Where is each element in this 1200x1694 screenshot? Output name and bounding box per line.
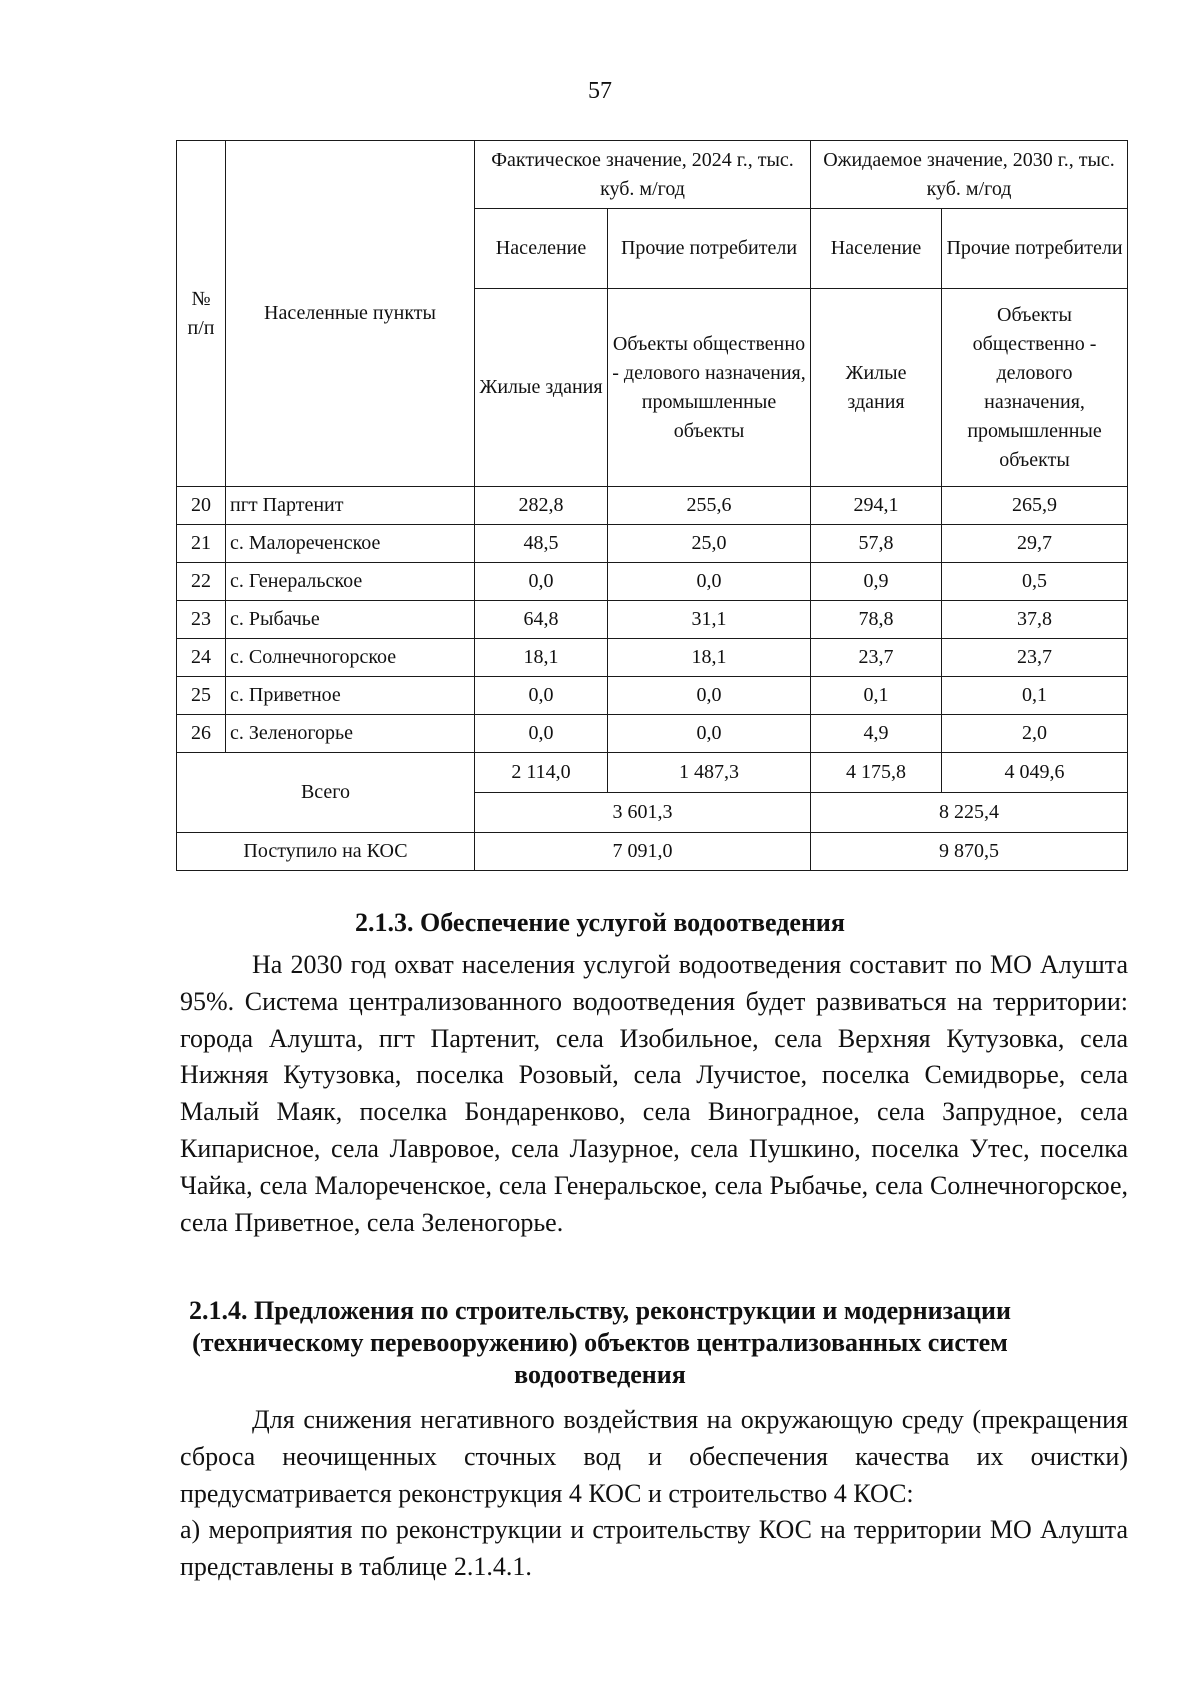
row-actual-other: 18,1 [608, 639, 811, 677]
section-heading-2-1-3: 2.1.3. Обеспечение услугой водоотведения [355, 908, 845, 937]
row-expected-population: 4,9 [811, 715, 942, 753]
row-expected-population: 78,8 [811, 601, 942, 639]
section-heading-2-1-4 [0, 1295, 1200, 1391]
row-expected-population: 23,7 [811, 639, 942, 677]
total-expected-other: 4 049,6 [942, 753, 1128, 793]
water-volume-table [176, 140, 1128, 871]
heading-line: водоотведения [514, 1360, 686, 1389]
row-settlement: с. Генеральское [226, 563, 475, 601]
kos-actual: 7 091,0 [475, 833, 811, 871]
row-actual-other: 0,0 [608, 563, 811, 601]
paragraph: На 2030 год охват населения услугой водоотведения составит по МО Алушта 95%. Система централизованного водоотведения будет развиваться на территории: города Алушта, пгт Партенит, села Изобильное, села Верхняя Кутузовка, села Нижняя Кутузовка, поселка Розовый, села Лучистое, поселка Семидворье, села Малый Маяк, поселка Бондаренково, села Виноградное, села Запрудное, села Кипарисное, села Лавровое, села Лазурное, села Пушкино, поселка Утес, поселка Чайка, села Малореченское, села Генеральское, села Рыбачье, села Солнечногорское, села Приветное, села Зеленогорье. [180, 950, 1128, 1237]
header-residential-actual: Жилые здания [475, 289, 608, 487]
table-row [177, 677, 1128, 715]
row-actual-other: 25,0 [608, 525, 811, 563]
row-actual-population: 0,0 [475, 677, 608, 715]
table-row [177, 715, 1128, 753]
row-settlement: пгт Партенит [226, 487, 475, 525]
header-residential-expected: Жилые здания [811, 289, 942, 487]
row-expected-other: 23,7 [942, 639, 1128, 677]
table-row [177, 487, 1128, 525]
heading-line: 2.1.4. Предложения по строительству, реконструкции и модернизации [189, 1296, 1011, 1325]
header-population-actual: Население [475, 209, 608, 289]
total-actual-other: 1 487,3 [608, 753, 811, 793]
row-expected-other: 265,9 [942, 487, 1128, 525]
row-settlement: с. Рыбачье [226, 601, 475, 639]
total-actual-sum: 3 601,3 [475, 793, 811, 833]
row-actual-population: 48,5 [475, 525, 608, 563]
row-expected-population: 294,1 [811, 487, 942, 525]
total-expected-population: 4 175,8 [811, 753, 942, 793]
row-expected-other: 0,1 [942, 677, 1128, 715]
total-row [177, 753, 1128, 793]
paragraph: Для снижения негативного воздействия на окружающую среду (прекращения сброса неочищенных сточных вод и обеспечения качества их очистки) предусматривается реконструкция 4 КОС и строительство 4 КОС: [180, 1405, 1128, 1508]
paragraph: а) мероприятия по реконструкции и строительству КОС на территории МО Алушта представлены в таблице 2.1.4.1. [180, 1515, 1128, 1582]
page-number: 57 [588, 78, 612, 104]
row-expected-other: 0,5 [942, 563, 1128, 601]
header-settlements: Населенные пункты [226, 141, 475, 487]
heading-line: (техническому перевооружению) объектов централизованных систем [192, 1328, 1008, 1357]
row-actual-other: 255,6 [608, 487, 811, 525]
table-row [177, 639, 1128, 677]
section-2-1-4-body [180, 1402, 1128, 1586]
table-row [177, 563, 1128, 601]
header-population-expected: Население [811, 209, 942, 289]
row-num: 23 [177, 601, 226, 639]
row-expected-population: 0,9 [811, 563, 942, 601]
header-public-expected: Объекты общественно - делового назначения, промышленные объекты [942, 289, 1128, 487]
total-expected-sum: 8 225,4 [811, 793, 1128, 833]
row-settlement: с. Малореченское [226, 525, 475, 563]
row-expected-other: 37,8 [942, 601, 1128, 639]
total-label: Всего [177, 753, 475, 833]
row-num: 24 [177, 639, 226, 677]
row-expected-population: 57,8 [811, 525, 942, 563]
row-actual-population: 64,8 [475, 601, 608, 639]
kos-row [177, 833, 1128, 871]
row-actual-population: 18,1 [475, 639, 608, 677]
header-actual-2024: Фактическое значение, 2024 г., тыс. куб. м/год [475, 141, 811, 209]
row-actual-population: 0,0 [475, 563, 608, 601]
kos-label: Поступило на КОС [177, 833, 475, 871]
row-actual-other: 0,0 [608, 677, 811, 715]
row-actual-population: 282,8 [475, 487, 608, 525]
row-num: 22 [177, 563, 226, 601]
header-num: № п/п [177, 141, 226, 487]
row-actual-other: 31,1 [608, 601, 811, 639]
table-row [177, 525, 1128, 563]
row-num: 25 [177, 677, 226, 715]
header-other-actual: Прочие потребители [608, 209, 811, 289]
header-other-expected: Прочие потребители [942, 209, 1128, 289]
row-expected-other: 2,0 [942, 715, 1128, 753]
row-settlement: с. Приветное [226, 677, 475, 715]
row-expected-other: 29,7 [942, 525, 1128, 563]
row-settlement: с. Зеленогорье [226, 715, 475, 753]
row-num: 26 [177, 715, 226, 753]
kos-expected: 9 870,5 [811, 833, 1128, 871]
section-2-1-3-body [180, 947, 1128, 1241]
row-num: 20 [177, 487, 226, 525]
row-actual-population: 0,0 [475, 715, 608, 753]
table-row [177, 601, 1128, 639]
row-expected-population: 0,1 [811, 677, 942, 715]
header-expected-2030: Ожидаемое значение, 2030 г., тыс. куб. м/год [811, 141, 1128, 209]
row-settlement: с. Солнечногорское [226, 639, 475, 677]
row-num: 21 [177, 525, 226, 563]
header-public-actual: Объекты общественно - делового назначения, промышленные объекты [608, 289, 811, 487]
total-actual-population: 2 114,0 [475, 753, 608, 793]
row-actual-other: 0,0 [608, 715, 811, 753]
